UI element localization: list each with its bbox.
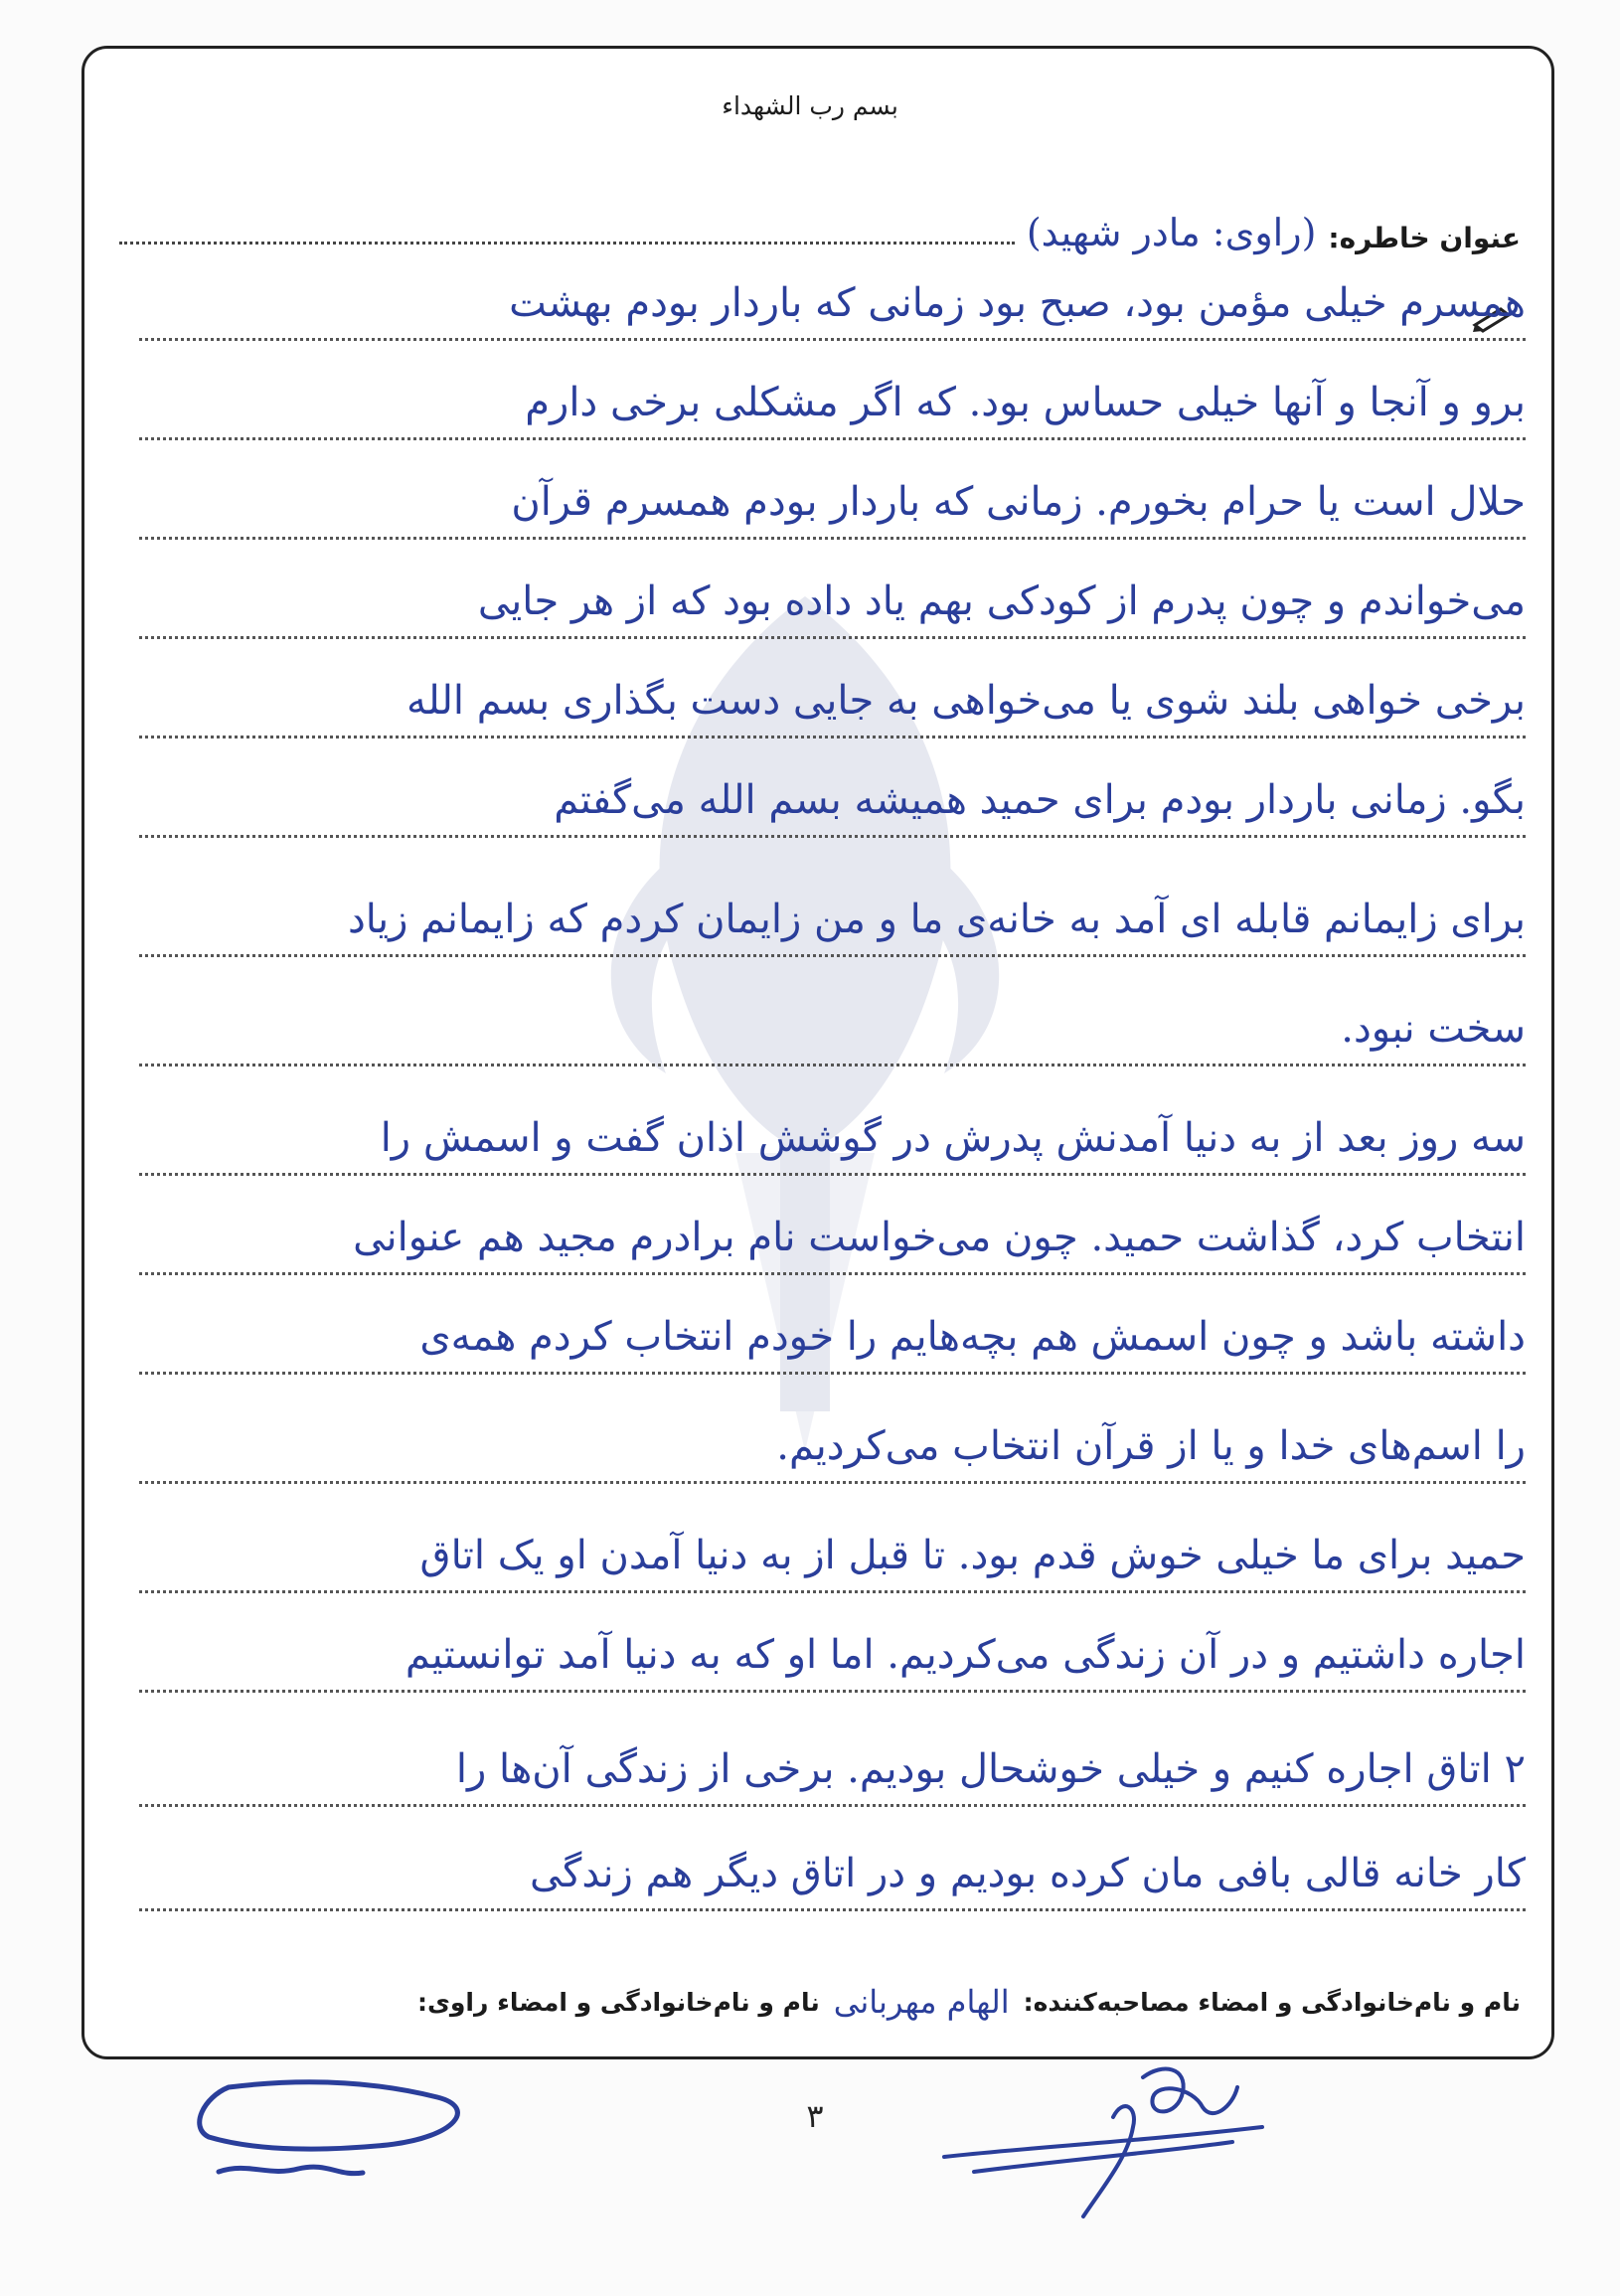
handwritten-line: را اسم‌های خدا و یا از قرآن انتخاب می‌کردیم. [776, 1423, 1526, 1469]
handwritten-line: سخت نبود. [1341, 1006, 1526, 1052]
interviewer-name: الهام مهربانی [833, 1983, 1010, 2021]
handwritten-line: می‌خواندم و چون پدرم از کودکی بهم یاد داده بود که از هر جایی [477, 578, 1526, 624]
handwritten-line: حمید برای ما خیلی خوش قدم بود. تا قبل از به دنیا آمدن او یک اتاق [419, 1533, 1526, 1578]
dotted-line [119, 242, 1015, 245]
handwritten-line: حلال است یا حرام بخورم. زمانی که باردار بودم همسرم قرآن [511, 479, 1526, 525]
handwritten-line: بگو. زمانی باردار بودم برای حمید همیشه بسم الله می‌گفتم [554, 777, 1526, 823]
memoir-title-label: عنوان خاطره: [1328, 222, 1521, 254]
memoir-title-row [119, 195, 1521, 254]
handwritten-line: داشته باشد و چون اسمش هم بچه‌هایم را خودم انتخاب کردم همه‌ی [419, 1314, 1526, 1360]
narrator-label: نام و نام‌خانوادگی و امضاء راوی: [416, 1987, 820, 2017]
handwritten-line: سه روز بعد از به دنیا آمدنش پدرش در گوشش اذان گفت و اسمش را [380, 1115, 1526, 1161]
page-heading: بسم رب الشهداء [722, 91, 898, 120]
handwritten-line: ۲ اتاق اجاره کنیم و خیلی خوشحال بودیم. برخی از زندگی آن‌ها را [455, 1746, 1526, 1792]
interviewer-label: نام و نام‌خانوادگی و امضاء مصاحبه‌کننده: [1023, 1987, 1521, 2017]
handwritten-line: اجاره داشتیم و در آن زندگی می‌کردیم. اما او که به دنیا آمد توانستیم [405, 1632, 1526, 1678]
page-number: ۳ [806, 2097, 824, 2135]
handwritten-line: کار خانه قالی بافی مان کرده بودیم و در اتاق دیگر هم زندگی [529, 1851, 1526, 1896]
handwritten-line: برخی خواهی بلند شوی یا می‌خواهی به جایی دست بگذاری بسم الله [406, 678, 1526, 724]
handwritten-line: همسرم خیلی مؤمن بود، صبح بود زمانی که باردار بودم بهشت [509, 280, 1526, 326]
handwritten-line: برو و آنجا و آنها خیلی حساس بود. که اگر مشکلی برخی دارم [525, 380, 1526, 425]
handwritten-line: برای زایمانم قابله ای آمد به خانه‌ی ما و من زایمان کردم که زایمانم زیاد [347, 897, 1526, 942]
narrator-signature [189, 2067, 487, 2216]
handwritten-line: انتخاب کرد، گذاشت حمید. چون می‌خواست نام برادرم مجید هم عنوانی [353, 1215, 1526, 1260]
interviewer-signature [934, 2048, 1312, 2226]
signature-row [119, 1978, 1521, 2026]
memoir-title-value: (راوی: مادر شهید) [1026, 211, 1317, 254]
